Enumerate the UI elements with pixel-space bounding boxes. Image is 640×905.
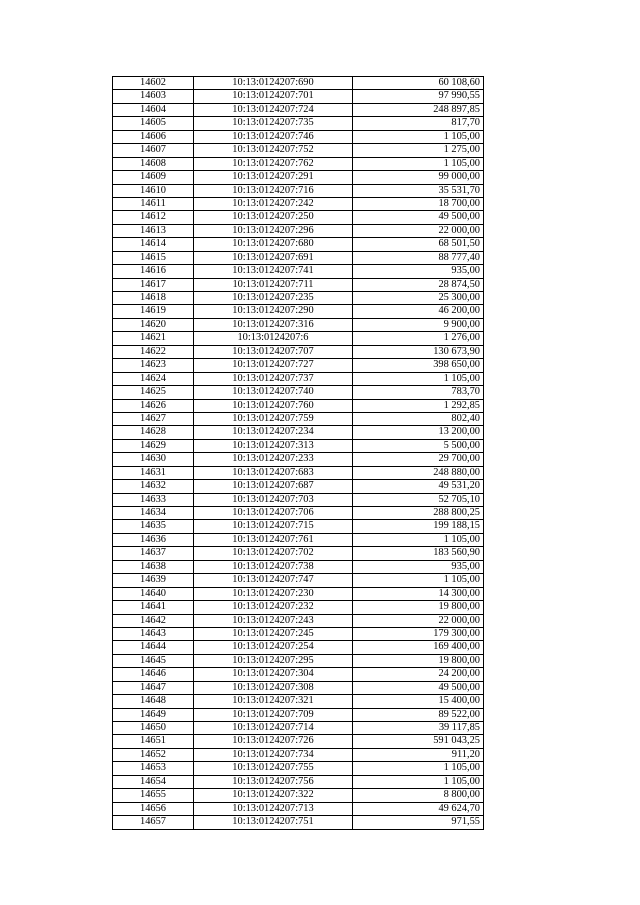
cadastral-number-cell: 10:13:0124207:740 [194, 386, 353, 399]
row-number-cell: 14656 [113, 802, 194, 815]
cadastral-number-cell: 10:13:0124207:755 [194, 762, 353, 775]
table-row [113, 507, 484, 520]
cadastral-value-cell: 248 880,00 [353, 466, 484, 479]
table-row [113, 480, 484, 493]
table-row [113, 775, 484, 788]
cadastral-value-cell: 1 105,00 [353, 574, 484, 587]
row-number-cell: 14631 [113, 466, 194, 479]
cadastral-number-cell: 10:13:0124207:322 [194, 789, 353, 802]
table-row [113, 318, 484, 331]
row-number-cell: 14640 [113, 587, 194, 600]
cadastral-number-cell: 10:13:0124207:747 [194, 574, 353, 587]
row-number-cell: 14655 [113, 789, 194, 802]
table-row [113, 762, 484, 775]
cadastral-number-cell: 10:13:0124207:746 [194, 130, 353, 143]
table-row [113, 439, 484, 452]
row-number-cell: 14612 [113, 211, 194, 224]
cadastral-value-cell: 1 105,00 [353, 372, 484, 385]
row-number-cell: 14635 [113, 520, 194, 533]
cadastral-value-cell: 49 531,20 [353, 480, 484, 493]
cadastral-value-cell: 14 300,00 [353, 587, 484, 600]
cadastral-value-cell: 19 800,00 [353, 654, 484, 667]
cadastral-number-cell: 10:13:0124207:701 [194, 90, 353, 103]
cadastral-number-cell: 10:13:0124207:709 [194, 708, 353, 721]
table-row [113, 789, 484, 802]
cadastral-value-cell: 971,55 [353, 816, 484, 829]
row-number-cell: 14634 [113, 507, 194, 520]
table-row [113, 681, 484, 694]
table-row [113, 251, 484, 264]
row-number-cell: 14647 [113, 681, 194, 694]
row-number-cell: 14632 [113, 480, 194, 493]
table-row [113, 332, 484, 345]
table-row [113, 238, 484, 251]
cadastral-value-cell: 39 117,85 [353, 722, 484, 735]
cadastral-value-cell: 1 292,85 [353, 399, 484, 412]
cadastral-value-cell: 68 501,50 [353, 238, 484, 251]
row-number-cell: 14624 [113, 372, 194, 385]
cadastral-number-cell: 10:13:0124207:759 [194, 412, 353, 425]
table-row [113, 386, 484, 399]
table-row [113, 117, 484, 130]
cadastral-number-cell: 10:13:0124207:738 [194, 560, 353, 573]
cadastral-number-cell: 10:13:0124207:751 [194, 816, 353, 829]
table-row [113, 722, 484, 735]
table-row [113, 547, 484, 560]
row-number-cell: 14614 [113, 238, 194, 251]
table-row [113, 587, 484, 600]
cadastral-number-cell: 10:13:0124207:680 [194, 238, 353, 251]
cadastral-number-cell: 10:13:0124207:321 [194, 695, 353, 708]
cadastral-value-cell: 97 990,55 [353, 90, 484, 103]
table-row [113, 802, 484, 815]
cadastral-value-cell: 88 777,40 [353, 251, 484, 264]
row-number-cell: 14638 [113, 560, 194, 573]
row-number-cell: 14603 [113, 90, 194, 103]
row-number-cell: 14604 [113, 103, 194, 116]
cadastral-number-cell: 10:13:0124207:761 [194, 533, 353, 546]
cadastral-value-cell: 817,70 [353, 117, 484, 130]
cadastral-number-cell: 10:13:0124207:706 [194, 507, 353, 520]
cadastral-value-table [112, 76, 484, 830]
table-row [113, 695, 484, 708]
cadastral-number-cell: 10:13:0124207:734 [194, 748, 353, 761]
cadastral-value-cell: 46 200,00 [353, 305, 484, 318]
table-row [113, 399, 484, 412]
cadastral-value-cell: 15 400,00 [353, 695, 484, 708]
cadastral-number-cell: 10:13:0124207:702 [194, 547, 353, 560]
cadastral-value-cell: 1 105,00 [353, 762, 484, 775]
cadastral-number-cell: 10:13:0124207:316 [194, 318, 353, 331]
cadastral-value-cell: 49 500,00 [353, 211, 484, 224]
cadastral-value-cell: 89 522,00 [353, 708, 484, 721]
table-row [113, 654, 484, 667]
table-row [113, 735, 484, 748]
cadastral-value-cell: 35 531,70 [353, 184, 484, 197]
cadastral-value-cell: 130 673,90 [353, 345, 484, 358]
table-row [113, 171, 484, 184]
row-number-cell: 14610 [113, 184, 194, 197]
table-row [113, 614, 484, 627]
table-row [113, 265, 484, 278]
row-number-cell: 14616 [113, 265, 194, 278]
table-row [113, 412, 484, 425]
table-row [113, 278, 484, 291]
cadastral-number-cell: 10:13:0124207:290 [194, 305, 353, 318]
cadastral-value-cell: 288 800,25 [353, 507, 484, 520]
cadastral-value-cell: 935,00 [353, 265, 484, 278]
table-row [113, 292, 484, 305]
row-number-cell: 14622 [113, 345, 194, 358]
cadastral-value-cell: 169 400,00 [353, 641, 484, 654]
row-number-cell: 14607 [113, 144, 194, 157]
row-number-cell: 14605 [113, 117, 194, 130]
row-number-cell: 14626 [113, 399, 194, 412]
table-row [113, 144, 484, 157]
cadastral-value-cell: 49 500,00 [353, 681, 484, 694]
row-number-cell: 14618 [113, 292, 194, 305]
cadastral-value-cell: 802,40 [353, 412, 484, 425]
table-body [113, 77, 484, 830]
row-number-cell: 14629 [113, 439, 194, 452]
cadastral-value-cell: 9 900,00 [353, 318, 484, 331]
row-number-cell: 14623 [113, 359, 194, 372]
cadastral-number-cell: 10:13:0124207:234 [194, 426, 353, 439]
table-row [113, 601, 484, 614]
cadastral-number-cell: 10:13:0124207:691 [194, 251, 353, 264]
cadastral-value-cell: 179 300,00 [353, 627, 484, 640]
row-number-cell: 14628 [113, 426, 194, 439]
table-row [113, 627, 484, 640]
cadastral-number-cell: 10:13:0124207:230 [194, 587, 353, 600]
table-row [113, 197, 484, 210]
row-number-cell: 14643 [113, 627, 194, 640]
cadastral-value-cell: 911,20 [353, 748, 484, 761]
cadastral-value-cell: 1 105,00 [353, 775, 484, 788]
row-number-cell: 14639 [113, 574, 194, 587]
cadastral-number-cell: 10:13:0124207:752 [194, 144, 353, 157]
cadastral-value-cell: 22 000,00 [353, 224, 484, 237]
row-number-cell: 14650 [113, 722, 194, 735]
cadastral-value-cell: 1 276,00 [353, 332, 484, 345]
cadastral-value-cell: 19 800,00 [353, 601, 484, 614]
row-number-cell: 14644 [113, 641, 194, 654]
cadastral-value-cell: 398 650,00 [353, 359, 484, 372]
cadastral-number-cell: 10:13:0124207:762 [194, 157, 353, 170]
cadastral-value-cell: 24 200,00 [353, 668, 484, 681]
cadastral-value-cell: 935,00 [353, 560, 484, 573]
table-row [113, 130, 484, 143]
cadastral-number-cell: 10:13:0124207:308 [194, 681, 353, 694]
cadastral-number-cell: 10:13:0124207:232 [194, 601, 353, 614]
cadastral-value-cell: 1 105,00 [353, 130, 484, 143]
row-number-cell: 14637 [113, 547, 194, 560]
cadastral-number-cell: 10:13:0124207:707 [194, 345, 353, 358]
cadastral-number-cell: 10:13:0124207:760 [194, 399, 353, 412]
cadastral-number-cell: 10:13:0124207:296 [194, 224, 353, 237]
cadastral-value-cell: 8 800,00 [353, 789, 484, 802]
row-number-cell: 14630 [113, 453, 194, 466]
cadastral-value-cell: 28 874,50 [353, 278, 484, 291]
cadastral-number-cell: 10:13:0124207:242 [194, 197, 353, 210]
cadastral-number-cell: 10:13:0124207:690 [194, 77, 353, 90]
cadastral-number-cell: 10:13:0124207:711 [194, 278, 353, 291]
cadastral-number-cell: 10:13:0124207:233 [194, 453, 353, 466]
row-number-cell: 14651 [113, 735, 194, 748]
row-number-cell: 14646 [113, 668, 194, 681]
cadastral-number-cell: 10:13:0124207:716 [194, 184, 353, 197]
row-number-cell: 14615 [113, 251, 194, 264]
table-row [113, 211, 484, 224]
row-number-cell: 14609 [113, 171, 194, 184]
cadastral-number-cell: 10:13:0124207:254 [194, 641, 353, 654]
row-number-cell: 14611 [113, 197, 194, 210]
table-row [113, 560, 484, 573]
table-row [113, 372, 484, 385]
table-row [113, 184, 484, 197]
cadastral-value-cell: 591 043,25 [353, 735, 484, 748]
table-row [113, 748, 484, 761]
table-row [113, 668, 484, 681]
table-row [113, 641, 484, 654]
row-number-cell: 14606 [113, 130, 194, 143]
cadastral-value-cell: 22 000,00 [353, 614, 484, 627]
row-number-cell: 14602 [113, 77, 194, 90]
cadastral-value-cell: 25 300,00 [353, 292, 484, 305]
row-number-cell: 14613 [113, 224, 194, 237]
row-number-cell: 14645 [113, 654, 194, 667]
cadastral-number-cell: 10:13:0124207:713 [194, 802, 353, 815]
cadastral-number-cell: 10:13:0124207:715 [194, 520, 353, 533]
cadastral-value-cell: 1 105,00 [353, 533, 484, 546]
row-number-cell: 14620 [113, 318, 194, 331]
cadastral-number-cell: 10:13:0124207:243 [194, 614, 353, 627]
row-number-cell: 14625 [113, 386, 194, 399]
cadastral-number-cell: 10:13:0124207:726 [194, 735, 353, 748]
cadastral-number-cell: 10:13:0124207:735 [194, 117, 353, 130]
row-number-cell: 14657 [113, 816, 194, 829]
table-row [113, 90, 484, 103]
table-row [113, 708, 484, 721]
row-number-cell: 14641 [113, 601, 194, 614]
cadastral-value-cell: 783,70 [353, 386, 484, 399]
cadastral-value-cell: 183 560,90 [353, 547, 484, 560]
table-row [113, 453, 484, 466]
row-number-cell: 14619 [113, 305, 194, 318]
cadastral-number-cell: 10:13:0124207:714 [194, 722, 353, 735]
cadastral-value-cell: 52 705,10 [353, 493, 484, 506]
table-row [113, 533, 484, 546]
table-row [113, 493, 484, 506]
cadastral-value-cell: 1 105,00 [353, 157, 484, 170]
cadastral-value-cell: 60 108,60 [353, 77, 484, 90]
cadastral-number-cell: 10:13:0124207:304 [194, 668, 353, 681]
row-number-cell: 14636 [113, 533, 194, 546]
cadastral-number-cell: 10:13:0124207:245 [194, 627, 353, 640]
table-row [113, 520, 484, 533]
table-row [113, 359, 484, 372]
table-row [113, 224, 484, 237]
row-number-cell: 14617 [113, 278, 194, 291]
cadastral-value-cell: 49 624,70 [353, 802, 484, 815]
cadastral-number-cell: 10:13:0124207:741 [194, 265, 353, 278]
table-row [113, 426, 484, 439]
table-row [113, 157, 484, 170]
cadastral-number-cell: 10:13:0124207:250 [194, 211, 353, 224]
cadastral-value-cell: 1 275,00 [353, 144, 484, 157]
cadastral-value-cell: 5 500,00 [353, 439, 484, 452]
cadastral-number-cell: 10:13:0124207:756 [194, 775, 353, 788]
cadastral-number-cell: 10:13:0124207:295 [194, 654, 353, 667]
cadastral-value-cell: 99 000,00 [353, 171, 484, 184]
row-number-cell: 14653 [113, 762, 194, 775]
cadastral-number-cell: 10:13:0124207:703 [194, 493, 353, 506]
cadastral-number-cell: 10:13:0124207:6 [194, 332, 353, 345]
row-number-cell: 14642 [113, 614, 194, 627]
row-number-cell: 14648 [113, 695, 194, 708]
table-row [113, 103, 484, 116]
cadastral-value-cell: 248 897,85 [353, 103, 484, 116]
table-row [113, 345, 484, 358]
row-number-cell: 14654 [113, 775, 194, 788]
row-number-cell: 14621 [113, 332, 194, 345]
row-number-cell: 14633 [113, 493, 194, 506]
cadastral-number-cell: 10:13:0124207:291 [194, 171, 353, 184]
cadastral-value-cell: 18 700,00 [353, 197, 484, 210]
table-row [113, 77, 484, 90]
cadastral-value-cell: 29 700,00 [353, 453, 484, 466]
table-row [113, 305, 484, 318]
row-number-cell: 14652 [113, 748, 194, 761]
table-row [113, 466, 484, 479]
cadastral-number-cell: 10:13:0124207:683 [194, 466, 353, 479]
cadastral-number-cell: 10:13:0124207:313 [194, 439, 353, 452]
cadastral-value-cell: 13 200,00 [353, 426, 484, 439]
row-number-cell: 14649 [113, 708, 194, 721]
table-row [113, 574, 484, 587]
cadastral-number-cell: 10:13:0124207:737 [194, 372, 353, 385]
cadastral-number-cell: 10:13:0124207:727 [194, 359, 353, 372]
row-number-cell: 14627 [113, 412, 194, 425]
row-number-cell: 14608 [113, 157, 194, 170]
cadastral-value-cell: 199 188,15 [353, 520, 484, 533]
table-row [113, 816, 484, 829]
cadastral-number-cell: 10:13:0124207:235 [194, 292, 353, 305]
cadastral-number-cell: 10:13:0124207:687 [194, 480, 353, 493]
cadastral-number-cell: 10:13:0124207:724 [194, 103, 353, 116]
